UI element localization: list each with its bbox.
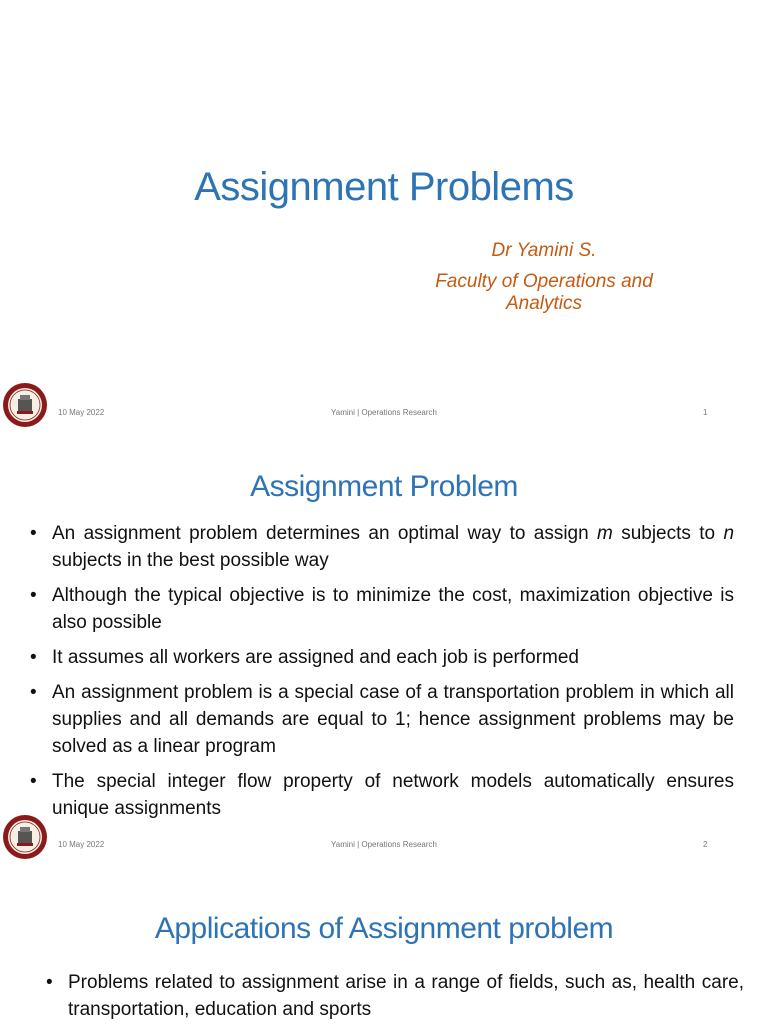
author-block — [420, 240, 668, 315]
bullet-item — [28, 582, 734, 636]
slide-footer — [0, 830, 768, 860]
bullet-item — [28, 644, 734, 671]
bullet-text: It assumes all workers are assigned and each job is performed — [52, 647, 579, 668]
bullet-glyph: • — [46, 972, 53, 993]
bullet-glyph: • — [30, 523, 37, 544]
slide-footer — [0, 398, 768, 428]
bullet-item — [28, 520, 734, 574]
footer-date: 10 May 2022 — [58, 408, 105, 417]
bullet-item — [28, 768, 734, 822]
bullet-list — [28, 520, 734, 830]
footer-page-number: 2 — [703, 840, 708, 849]
bullet-text: An assignment problem is a special case of a transportation problem in which all supplies and all demands are equal to 1; hence assignment problems may be solved as a linear program — [52, 682, 734, 757]
author-name: Dr Yamini S. — [491, 240, 597, 261]
slide-title: Assignment Problem — [250, 470, 518, 503]
presentation-title: Assignment Problems — [194, 165, 574, 209]
footer-center: Yamini | Operations Research — [331, 408, 437, 417]
slide-1 — [0, 0, 768, 432]
slide-2 — [0, 432, 768, 864]
slide-title: Applications of Assignment problem — [154, 912, 614, 945]
bullet-text: Problems related to assignment arise in a range of fields, such as, health care, transportation, education and sports — [68, 972, 744, 1020]
footer-date: 10 May 2022 — [58, 840, 105, 849]
bullet-text: The special integer flow property of network models automatically ensures unique assignments — [52, 771, 734, 819]
bullet-list — [44, 969, 744, 1024]
slide-3 — [0, 864, 768, 1024]
affiliation-line-2: Analytics — [505, 293, 583, 314]
affiliation-line-1: Faculty of Operations and — [435, 271, 653, 292]
footer-center: Yamini | Operations Research — [331, 840, 437, 849]
bullet-glyph: • — [30, 682, 37, 703]
bullet-item — [28, 679, 734, 760]
bullet-text: Although the typical objective is to minimize the cost, maximization objective is also possible — [52, 585, 734, 633]
bullet-glyph: • — [30, 647, 37, 668]
bullet-glyph: • — [30, 585, 37, 606]
footer-page-number: 1 — [703, 408, 708, 417]
bullet-glyph: • — [30, 771, 37, 792]
bullet-item — [44, 969, 744, 1023]
bullet-text: An assignment problem determines an optimal way to assign m subjects to n subjects in the best possible way — [52, 523, 735, 571]
